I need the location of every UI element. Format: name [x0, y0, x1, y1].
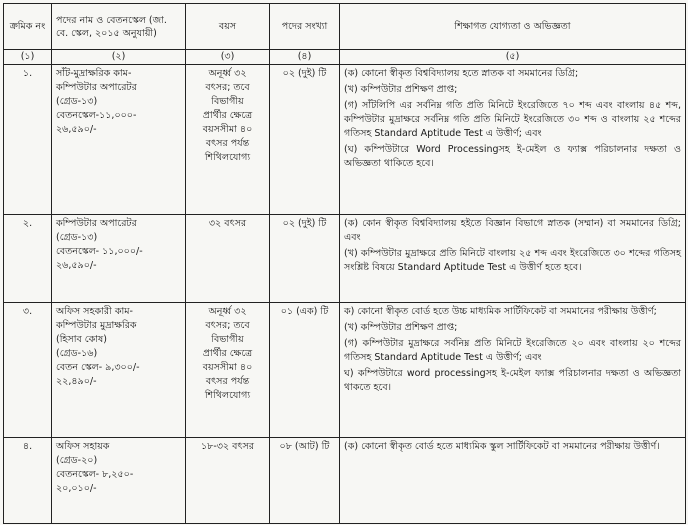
row-serial: ২. [4, 215, 52, 303]
row-serial: ১. [4, 65, 52, 215]
post-line: (হিসাব কোষ) [56, 334, 107, 345]
row-qualification [340, 65, 686, 215]
column-number: (৫) [340, 50, 686, 65]
post-line: (গ্রেড-২০) [56, 455, 98, 466]
row-post [52, 215, 186, 303]
age-line: অনূর্ধ্ব ৩২ [208, 306, 247, 317]
row-qualification [340, 303, 686, 438]
post-line: ২২,৪৯০/- [56, 376, 97, 387]
row-post [52, 303, 186, 438]
row-qualification [340, 215, 686, 303]
row-age [186, 303, 270, 438]
post-line: সাঁট-মুদ্রাক্ষরিক কাম- [56, 68, 132, 79]
age-line: ৩২ বৎসর [208, 218, 247, 229]
column-number: (৩) [186, 50, 270, 65]
qualification-item: (খ) কম্পিউটার প্রশিক্ষণ প্রাপ্ত; [344, 84, 458, 95]
post-line: অফিস সহায়ক [56, 441, 110, 452]
qualification-item: (ক) কোনো স্বীকৃত বিশ্ববিদ্যালয় হতে স্নাতক বা সমমানের ডিগ্রি; [344, 68, 579, 79]
row-count: ০২ (দুই) টি [270, 65, 340, 215]
qualification-item: (খ) কম্পিউটার প্রশিক্ষণ প্রাপ্ত; [344, 322, 458, 333]
column-number-row [4, 50, 686, 65]
post-line: ২৬,৫৯০/- [56, 260, 97, 271]
post-line: কম্পিউটার মুদ্রাক্ষরিক [56, 320, 137, 331]
table-row [4, 215, 686, 303]
age-line: বয়সসীমা ৪০ [202, 362, 253, 373]
qualification-item: (গ) সাঁটলিপি এর সর্বনিম্ন গতি প্রতি মিনিটে ইংরেজিতে ৭০ শব্দ এবং বাংলায় ৪৫ শব্দ, কম্পিউটার মুদ্রাক্ষরে সর্বনিম্ন গতি প্রতি মিনিটে ইংরেজিতে ৩০ শব্দ ও বাংলায় ২৫ শব্দের গতিসহ Standard Aptitude Test এ উত্তীর্ণ; এবং [344, 100, 681, 139]
age-line: বৎসর পর্যন্ত [205, 376, 250, 387]
post-line: ২০,০১০/- [56, 483, 97, 494]
qualification-item: (ক) কোন স্বীকৃত বিশ্ববিদ্যালয় হইতে বিজ্ঞান বিভাগে স্নাতক (সম্মান) বা সমমানের ডিগ্রি; এবং [344, 218, 681, 243]
row-post [52, 65, 186, 215]
post-line: ২৬,৫৯০/- [56, 124, 97, 135]
header-qualification: শিক্ষাগত যোগ্যতা ও অভিজ্ঞতা [340, 4, 686, 50]
row-post [52, 438, 186, 524]
post-line: কম্পিউটার অপারেটর [56, 82, 137, 93]
header-row [4, 4, 686, 50]
age-line: বিভাগীয় [211, 96, 244, 107]
age-line: প্রার্থীর ক্ষেত্রে [202, 348, 253, 359]
table-row [4, 65, 686, 215]
header-age: বয়স [186, 4, 270, 50]
row-age [186, 65, 270, 215]
column-number: (১) [4, 50, 52, 65]
age-line: বৎসর; তবে [205, 82, 250, 93]
age-line: শিথিলযোগ্য [204, 152, 251, 163]
table-row [4, 303, 686, 438]
age-line: শিথিলযোগ্য [204, 390, 251, 401]
row-age [186, 215, 270, 303]
age-line: বিভাগীয় [211, 334, 244, 345]
row-count: ০৮ (আট) টি [270, 438, 340, 524]
post-line: কম্পিউটার অপারেটর [56, 218, 137, 229]
qualification-item: ঘ) কম্পিউটারে word processingসহ ই-মেইল ফ্যাক্স পরিচালনার দক্ষতা ও অভিজ্ঞতা থাকতে হবে। [344, 368, 681, 393]
column-number: (২) [52, 50, 186, 65]
post-line: বেতনস্কেল- ১১,০০০/- [56, 246, 143, 257]
row-qualification [340, 438, 686, 524]
age-line: ১৮-৩২ বৎসর [201, 441, 254, 452]
post-line: অফিস সহকারী কাম- [56, 306, 133, 317]
qualification-item: (খ) কম্পিউটার মুদ্রাক্ষরে প্রতি মিনিটে বাংলায় ২৫ শব্দ এবং ইংরেজিতে ৩০ শব্দের গতিসহ সংশ্লিষ্ট বিষয়ে Standard Aptitude Test এ উত্তীর্ণ হতে হবে। [344, 248, 681, 273]
column-number: (৪) [270, 50, 340, 65]
qualification-item: (ঘ) কম্পিউটারে Word Processingসহ ই-মেইল ও ফ্যাক্স পরিচালনার দক্ষতা ও অভিজ্ঞতা থাকিতে হবে। [344, 144, 681, 169]
post-line: বেতনস্কেল- ৮,২৫০- [56, 469, 134, 480]
post-line: (গ্রেড-১৬) [56, 348, 98, 359]
table-row [4, 438, 686, 524]
age-line: বৎসর; তবে [205, 320, 250, 331]
qualification-item: (ক) কোনো স্বীকৃত বোর্ড হতে মাধ্যমিক স্কুল সার্টিফিকেট বা সমমানের পরীক্ষায় উত্তীর্ণ। [344, 441, 660, 452]
age-line: অনূর্ধ্ব ৩২ [208, 68, 247, 79]
age-line: বয়সসীমা ৪০ [202, 124, 253, 135]
job-table [3, 3, 686, 524]
row-age [186, 438, 270, 524]
age-line: প্রার্থীর ক্ষেত্রে [202, 110, 253, 121]
row-serial: ৩. [4, 303, 52, 438]
post-line: বেতন স্কেল- ৯,৩০০/- [56, 362, 140, 373]
post-line: (গ্রেড-১৩) [56, 232, 98, 243]
age-line: বৎসর পর্যন্ত [205, 138, 250, 149]
post-line: বেতনস্কেল-১১,০০০- [56, 110, 137, 121]
row-count: ০১ (এক) টি [270, 303, 340, 438]
row-count: ০২ (দুই) টি [270, 215, 340, 303]
post-line: (গ্রেড-১৩) [56, 96, 98, 107]
qualification-item: (গ) কম্পিউটার মুদ্রাক্ষরে সর্বনিম্ন প্রতি মিনিটে ইংরেজিতে ২০ এবং বাংলায় ২০ শব্দের গতিসহ Standard Aptitude Test এ উত্তীর্ণ; এবং [344, 338, 681, 363]
header-count: পদের সংখ্যা [270, 4, 340, 50]
row-serial: ৪. [4, 438, 52, 524]
qualification-item: ক) কোনো স্বীকৃত বোর্ড হতে উচ্চ মাধ্যমিক সার্টিফিকেট বা সমমানের পরীক্ষায় উত্তীর্ণ; [344, 306, 657, 317]
header-post: পদের নাম ও বেতনস্কেল (জা. বে. স্কেল, ২০১৫ অনুযায়ী) [52, 4, 186, 50]
header-serial: ক্রমিক নং [4, 4, 52, 50]
